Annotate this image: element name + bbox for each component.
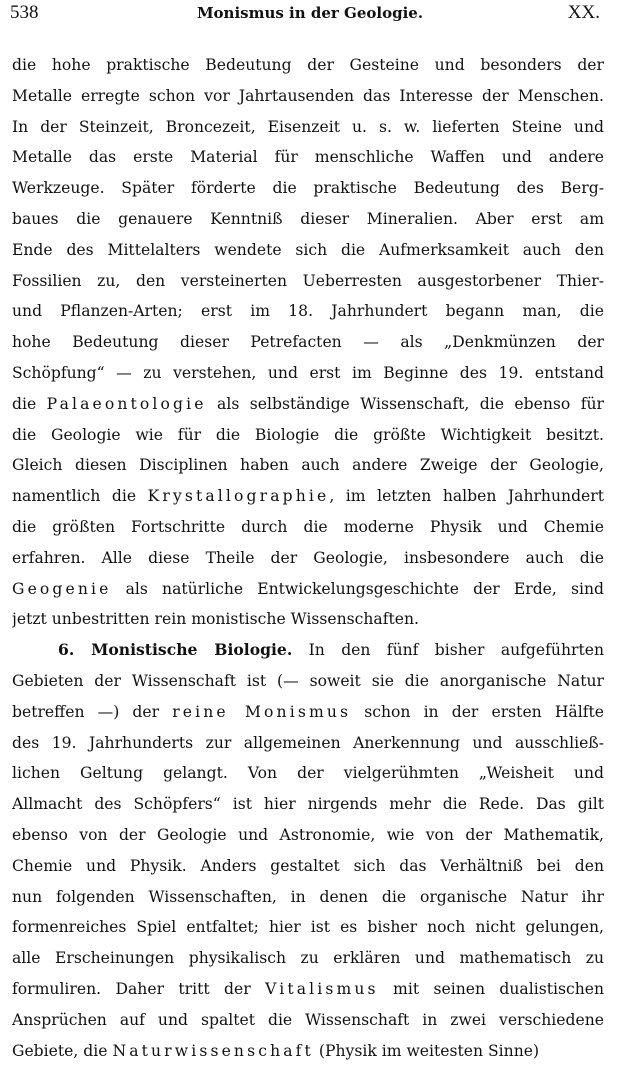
text-segment: Chemie und Physik. Anders gestaltet sich das Verhältniß bei den bbox=[12, 857, 604, 875]
text-segment: alle Erscheinungen physikalisch zu erklären und mathematisch zu bbox=[12, 949, 604, 967]
text-line bbox=[12, 604, 604, 635]
text-segment: hohe Bedeutung dieser Petrefacten — als „Denkmünzen der bbox=[12, 333, 604, 351]
text-segment: ebenso von der Geologie und Astronomie, wie von der Mathematik, bbox=[12, 826, 604, 844]
text-segment: Metalle erregte schon vor Jahrtausenden das Interesse der Menschen. bbox=[12, 87, 604, 105]
text-segment: , im letzten halben Jahrhundert bbox=[329, 487, 604, 505]
text-line bbox=[12, 882, 604, 913]
text-segment: Gebieten der Wissenschaft ist (— soweit sie die anorganische Natur bbox=[12, 672, 604, 690]
text-segment: Gebiete, die bbox=[12, 1042, 112, 1060]
text-line bbox=[12, 266, 604, 297]
text-segment: betreffen —) der bbox=[12, 703, 172, 721]
text-segment: In der Steinzeit, Broncezeit, Eisenzeit u. s. w. lieferten Steine und bbox=[12, 118, 604, 136]
text-line bbox=[12, 296, 604, 327]
emphasized-term: Geogenie bbox=[12, 580, 112, 598]
text-line bbox=[12, 974, 604, 1005]
text-line bbox=[12, 50, 604, 81]
text-line bbox=[12, 789, 604, 820]
text-segment: Werkzeuge. Später förderte die praktische Bedeutung des Berg- bbox=[12, 179, 604, 197]
text-segment: Fossilien zu, den versteinerten Ueberresten ausgestorbener Thier- bbox=[12, 272, 604, 290]
emphasized-term: reine Monismus bbox=[172, 703, 351, 721]
text-line bbox=[12, 235, 604, 266]
text-line bbox=[12, 358, 604, 389]
emphasized-term: Vitalismus bbox=[265, 980, 379, 998]
body-text bbox=[12, 50, 604, 1066]
text-segment: baues die genauere Kenntniß dieser Mineralien. Aber erst am bbox=[12, 210, 604, 228]
text-segment: Ansprüchen auf und spaltet die Wissenschaft in zwei verschiedene bbox=[12, 1011, 604, 1029]
text-segment: und Pflanzen-Arten; erst im 18. Jahrhundert begann man, die bbox=[12, 302, 604, 320]
section-heading: 6. Monistische Biologie. bbox=[58, 640, 292, 659]
text-segment: jetzt unbestritten rein monistische Wissenschaften. bbox=[12, 610, 419, 628]
text-segment: die Geologie wie für die Biologie die größte Wichtigkeit besitzt. bbox=[12, 426, 604, 444]
text-line bbox=[12, 943, 604, 974]
text-segment: Ende des Mittelalters wendete sich die Aufmerksamkeit auch den bbox=[12, 241, 604, 259]
text-segment: als selbständige Wissenschaft, die ebenso für bbox=[207, 395, 604, 413]
text-segment: Metalle das erste Material für menschliche Waffen und andere bbox=[12, 148, 604, 166]
text-segment: des 19. Jahrhunderts zur allgemeinen Anerkennung und ausschließ- bbox=[12, 734, 604, 752]
text-segment: nun folgenden Wissenschaften, in denen die organische Natur ihr bbox=[12, 888, 604, 906]
text-segment: (Physik im weitesten Sinne) bbox=[314, 1042, 539, 1060]
text-line bbox=[12, 666, 604, 697]
text-line bbox=[12, 820, 604, 851]
text-line bbox=[12, 635, 604, 666]
text-line bbox=[12, 204, 604, 235]
text-segment: Allmacht des Schöpfers“ ist hier nirgends mehr die Rede. Das gilt bbox=[12, 795, 604, 813]
text-line bbox=[12, 543, 604, 574]
page-number: 538 bbox=[10, 2, 39, 24]
text-line bbox=[12, 851, 604, 882]
text-segment: In den fünf bisher aufgeführten bbox=[292, 641, 604, 659]
text-line bbox=[12, 327, 604, 358]
text-segment: mit seinen dualistischen bbox=[379, 980, 604, 998]
text-line bbox=[12, 81, 604, 112]
text-segment: lichen Geltung gelangt. Von der vielgerühmten „Weisheit und bbox=[12, 764, 604, 782]
emphasized-term: Palaeontologie bbox=[47, 395, 207, 413]
text-line bbox=[12, 420, 604, 451]
text-line bbox=[12, 450, 604, 481]
text-line bbox=[12, 173, 604, 204]
text-line bbox=[12, 512, 604, 543]
text-line bbox=[12, 1036, 604, 1066]
text-segment: als natürliche Entwickelungsgeschichte der Erde, sind bbox=[112, 580, 604, 598]
text-line bbox=[12, 728, 604, 759]
text-line bbox=[12, 1005, 604, 1036]
text-segment: die größten Fortschritte durch die moderne Physik und Chemie bbox=[12, 518, 604, 536]
text-line bbox=[12, 697, 604, 728]
text-line bbox=[12, 389, 604, 420]
emphasized-term: Naturwissenschaft bbox=[112, 1042, 313, 1060]
text-line bbox=[12, 912, 604, 943]
text-line bbox=[12, 112, 604, 143]
emphasized-term: Krystallographie bbox=[148, 487, 330, 505]
page-header bbox=[0, 2, 620, 32]
text-segment: formuliren. Daher tritt der bbox=[12, 980, 265, 998]
text-segment: schon in der ersten Hälfte bbox=[351, 703, 604, 721]
text-line bbox=[12, 758, 604, 789]
text-line bbox=[12, 574, 604, 605]
text-segment: erfahren. Alle diese Theile der Geologie, insbesondere auch die bbox=[12, 549, 604, 567]
text-line bbox=[12, 481, 604, 512]
text-segment: Schöpfung“ — zu verstehen, und erst im Beginne des 19. entstand bbox=[12, 364, 604, 382]
text-segment: namentlich die bbox=[12, 487, 148, 505]
text-segment: formenreiches Spiel entfaltet; hier ist es bisher noch nicht gelungen, bbox=[12, 918, 604, 936]
text-segment: die hohe praktische Bedeutung der Gesteine und besonders der bbox=[12, 56, 604, 74]
running-head: Monismus in der Geologie. bbox=[0, 4, 620, 22]
text-segment: Gleich diesen Disciplinen haben auch andere Zweige der Geologie, bbox=[12, 456, 604, 474]
chapter-number: XX. bbox=[568, 2, 600, 24]
text-segment: die bbox=[12, 395, 47, 413]
text-line bbox=[12, 142, 604, 173]
